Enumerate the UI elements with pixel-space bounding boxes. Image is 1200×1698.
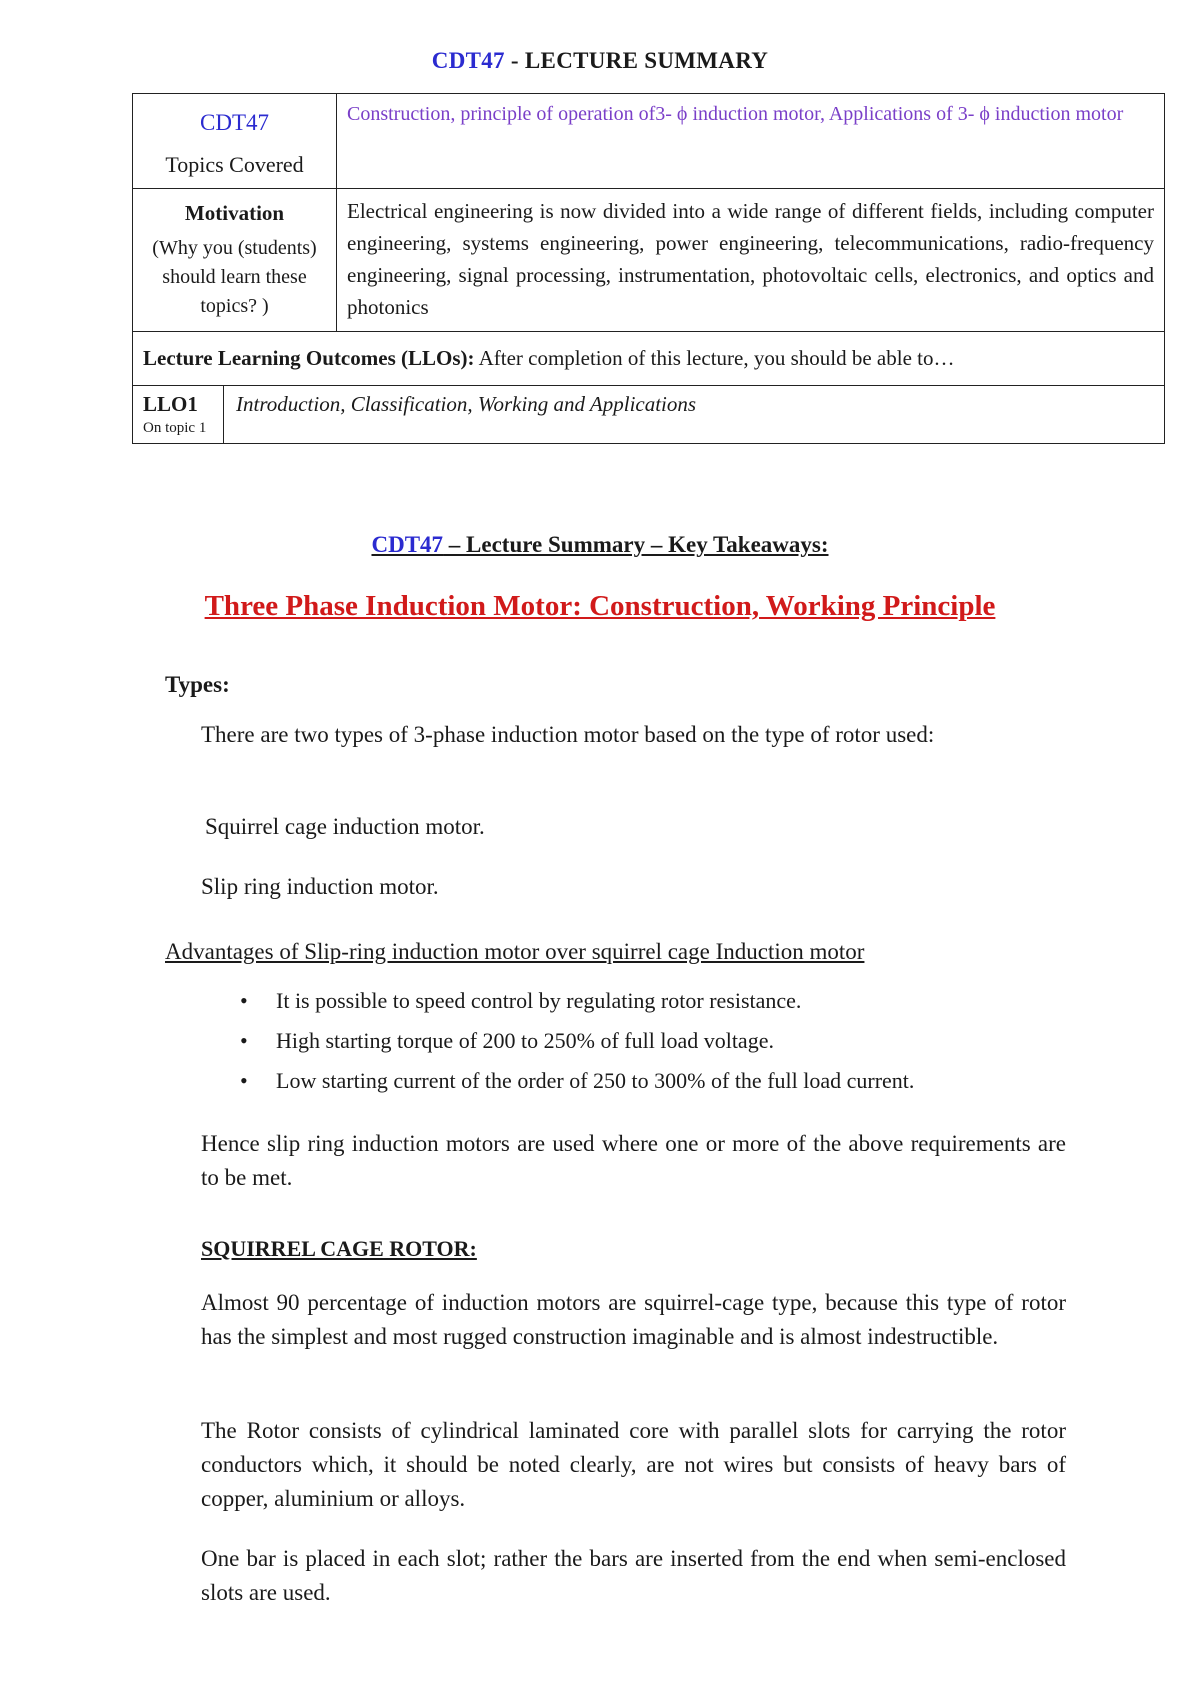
motivation-subtitle: (Why you (students) should learn these topics? ): [152, 237, 317, 317]
llo-header-cell: [133, 332, 1165, 386]
llo-header-row: [133, 332, 1165, 386]
title-code: CDT47: [431, 48, 505, 73]
types-intro: There are two types of 3-phase induction motor based on the type of rotor used:: [201, 722, 935, 747]
types-item-slip-ring: Slip ring induction motor.: [201, 874, 439, 899]
llo1-text: Introduction, Classification, Working and Applications: [236, 392, 697, 416]
llo1-code-cell: [133, 386, 224, 443]
types-heading: Types:: [165, 672, 230, 697]
types-item-squirrel-cage: Squirrel cage induction motor.: [205, 814, 485, 839]
takeaways-rest: – Lecture Summary – Key Takeaways:: [443, 532, 829, 557]
key-takeaways-heading: [0, 532, 1200, 558]
topics-cell: [337, 94, 1165, 189]
motivation-cell: [337, 189, 1165, 332]
llo1-text-cell: [224, 386, 1165, 443]
lecture-summary-table: [132, 93, 1165, 444]
squirrel-cage-paragraph-1: Almost 90 percentage of induction motors are squirrel-cage type, because this type of rotor has the simplest and most rugged construction imaginable and is almost indestructible.: [201, 1290, 1066, 1349]
page-title: [0, 48, 1200, 74]
llo-label: Lecture Learning Outcomes (LLOs):: [143, 346, 475, 370]
list-item: • High starting torque of 200 to 250% of full load voltage.: [240, 1028, 774, 1053]
llo1-cell: [133, 386, 1165, 444]
squirrel-cage-heading: SQUIRREL CAGE ROTOR:: [201, 1236, 477, 1261]
topics-label-cell: [133, 94, 337, 189]
llo1-inner-table: [133, 386, 1164, 443]
bullet-icon: •: [240, 1028, 248, 1053]
motivation-text: Electrical engineering is now divided into a wide range of different fields, including computer engineering, systems engineering, power engineering, telecommunications, radio-frequency engineering, signal processing, instrumentation, photovoltaic cells, electronics, and optics and photonics: [347, 199, 1154, 319]
llo-intro: After completion of this lecture, you should be able to…: [474, 346, 955, 370]
llo1-id: LLO1: [143, 392, 198, 416]
advantages-heading: Advantages of Slip-ring induction motor over squirrel cage Induction motor: [165, 939, 865, 964]
bullet-icon: •: [240, 988, 248, 1013]
title-rest: - LECTURE SUMMARY: [504, 48, 769, 73]
advantages-conclusion: Hence slip ring induction motors are used where one or more of the above requirements are to be met.: [201, 1131, 1066, 1190]
motivation-label-cell: [133, 189, 337, 332]
takeaways-code: CDT47: [371, 532, 444, 557]
list-item: • It is possible to speed control by regulating rotor resistance.: [240, 988, 802, 1013]
bullet-icon: •: [240, 1068, 248, 1093]
squirrel-cage-paragraph-2: The Rotor consists of cylindrical laminated core with parallel slots for carrying the rotor conductors which, it should be noted clearly, are not wires but consists of heavy bars of copper, aluminium or alloys.: [201, 1418, 1066, 1511]
topics-row: [133, 94, 1165, 189]
llo1-subtitle: On topic 1: [143, 420, 207, 436]
advantages-list: [240, 988, 914, 1108]
motivation-row: [133, 189, 1165, 332]
motivation-label: Motivation: [184, 201, 285, 225]
topics-code: CDT47: [200, 110, 269, 135]
main-heading: Three Phase Induction Motor: Construction, Working Principle: [204, 590, 996, 622]
list-item: • Low starting current of the order of 250 to 300% of the full load current.: [240, 1068, 915, 1093]
squirrel-cage-paragraph-3: One bar is placed in each slot; rather the bars are inserted from the end when semi-enclosed slots are used.: [201, 1546, 1066, 1605]
topics-text: Construction, principle of operation of3- ϕ induction motor, Applications of 3- ϕ induction motor: [347, 103, 1124, 125]
topics-label: Topics Covered: [165, 152, 304, 177]
llo1-row: [133, 386, 1165, 444]
